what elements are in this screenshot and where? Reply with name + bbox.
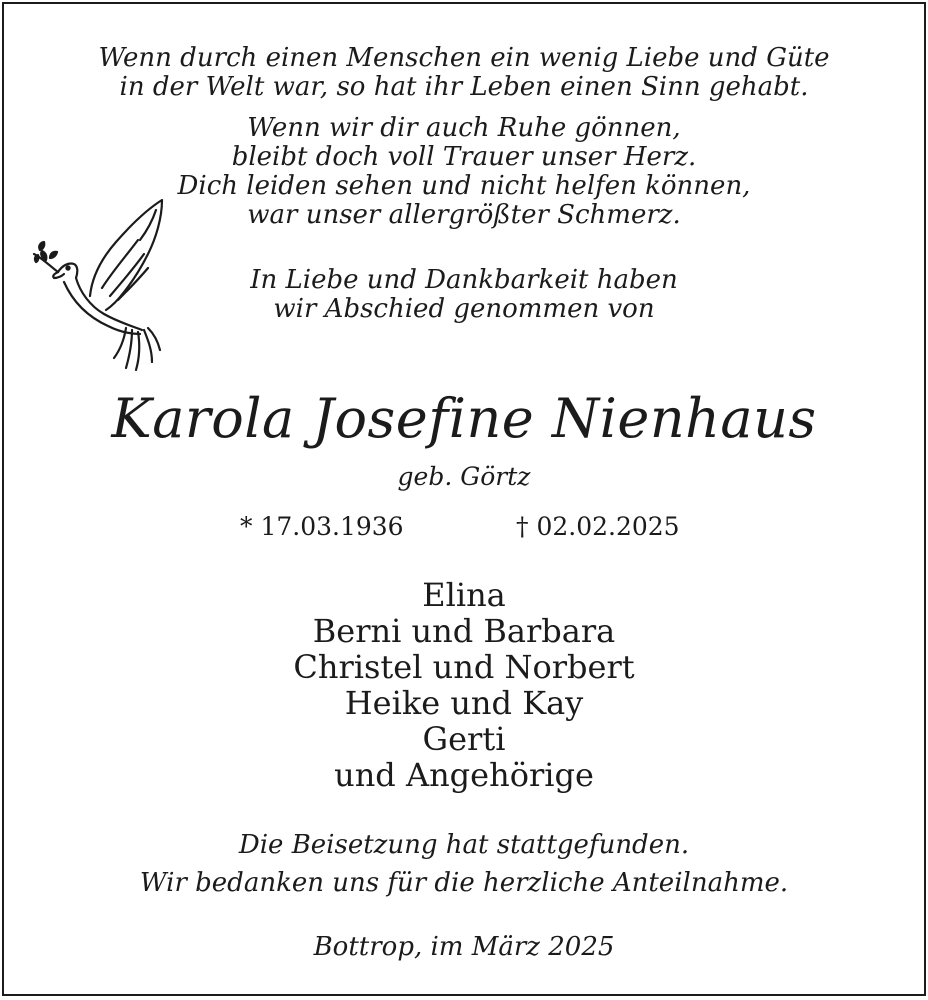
mourners-list <box>0 577 928 793</box>
deceased-name: Karola Josefine Nienhaus <box>111 387 817 450</box>
mourner: Heike und Kay <box>344 684 584 722</box>
poem-line: Wenn wir dir auch Ruhe gönnen, <box>247 113 681 143</box>
poem-line: bleibt doch voll Trauer unser Herz. <box>231 142 697 172</box>
death-date: † 02.02.2025 <box>516 512 680 541</box>
quote-line: in der Welt war, so hat ihr Leben einen Sinn gehabt. <box>119 72 809 102</box>
mourner: Elina <box>422 576 506 614</box>
closing-line: Wir bedanken uns für die herzliche Anteilnahme. <box>139 868 789 898</box>
farewell-text <box>0 266 928 324</box>
birth-date: * 17.03.1936 <box>240 512 404 541</box>
place-and-date: Bottrop, im März 2025 <box>313 932 615 962</box>
closing-note <box>0 826 928 902</box>
poem <box>0 114 928 230</box>
mourner: Gerti <box>422 720 506 758</box>
quote-line: Wenn durch einen Menschen ein wenig Liebe und Güte <box>98 43 830 73</box>
opening-quote <box>0 44 928 102</box>
mourner: Berni und Barbara <box>312 612 616 650</box>
birth-name: geb. Görtz <box>397 462 531 491</box>
mourner: und Angehörige <box>334 756 594 794</box>
farewell-line: wir Abschied genommen von <box>273 294 655 324</box>
farewell-line: In Liebe und Dankbarkeit haben <box>250 265 678 295</box>
mourner: Christel und Norbert <box>293 648 635 686</box>
closing-line: Die Beisetzung hat stattgefunden. <box>238 830 690 860</box>
poem-line: Dich leiden sehen und nicht helfen können, <box>177 171 751 201</box>
poem-line: war unser allergrößter Schmerz. <box>247 200 681 230</box>
